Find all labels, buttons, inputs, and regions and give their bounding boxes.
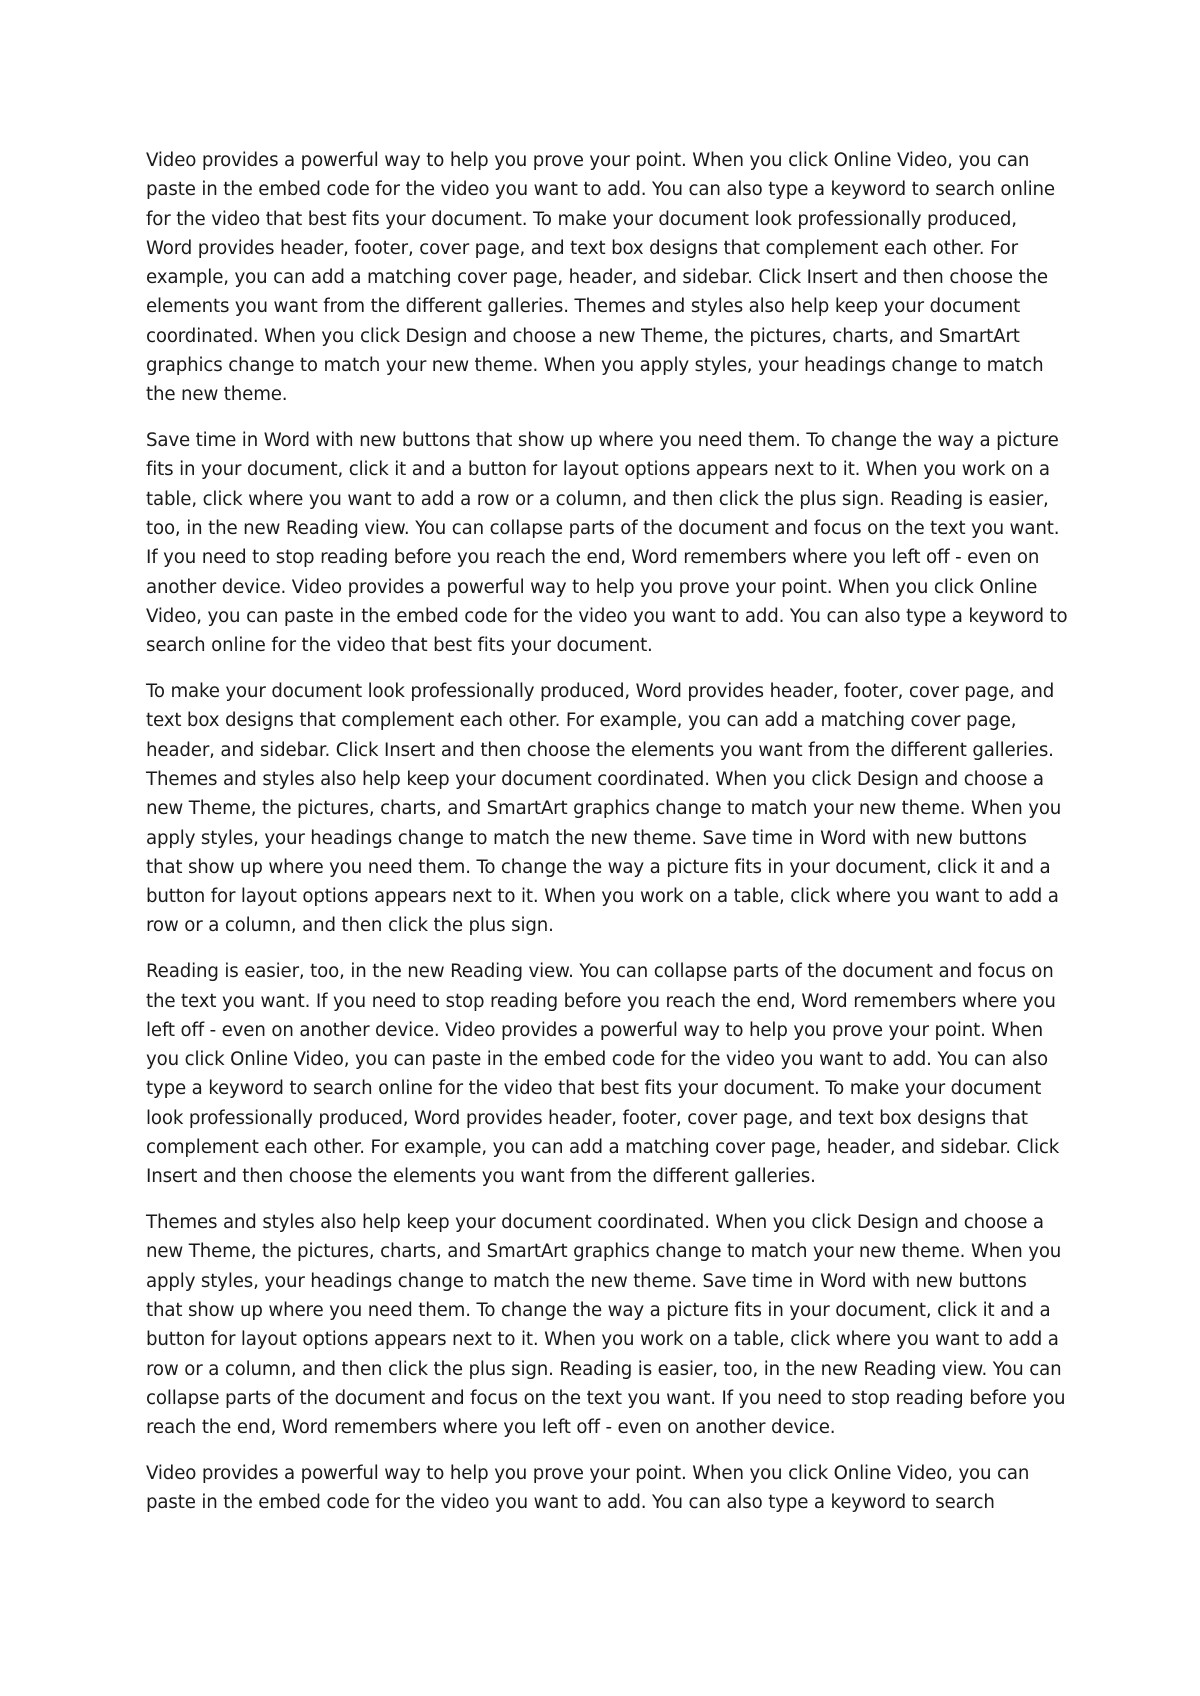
paragraph-5: Themes and styles also help keep your document coordinated. When you click Design and choose a new Theme, the pictures, charts, and SmartArt graphics change to match your new theme. When you apply styles, your headings change to match the new theme. Save time in Word with new buttons that show up where you need them. To change the way a picture fits in your document, click it and a button for layout options appears next to it. When you work on a table, click where you want to add a row or a column, and then click the plus sign. Reading is easier, too, in the new Reading view. You can collapse parts of the document and focus on the text you want. If you need to stop reading before you reach the end, Word remembers where you left off - even on another device. <box>146 1212 1066 1439</box>
paragraph-6: Video provides a powerful way to help you prove your point. When you click Online Video, you can paste in the embed code for the video you want to add. You can also type a keyword to search <box>146 1462 1030 1514</box>
paragraph-4: Reading is easier, too, in the new Reading view. You can collapse parts of the document and focus on the text you want. If you need to stop reading before you reach the end, Word remembers where you left off - even on another device. Video provides a powerful way to help you prove your point. When you click Online Video, you can paste in the embed code for the video you want to add. You can also type a keyword to search online for the video that best fits your document. To make your document look professionally produced, Word provides header, footer, cover page, and text box designs that complement each other. For example, you can add a matching cover page, header, and sidebar. Click Insert and then choose the elements you want from the different galleries. <box>146 961 1060 1188</box>
paragraph-3: To make your document look professionally produced, Word provides header, footer, cover page, and text box designs that complement each other. For example, you can add a matching cover page, header, and sidebar. Click Insert and then choose the elements you want from the different galleries. Themes and styles also help keep your document coordinated. When you click Design and choose a new Theme, the pictures, charts, and SmartArt graphics change to match your new theme. When you apply styles, your headings change to match the new theme. Save time in Word with new buttons that show up where you need them. To change the way a picture fits in your document, click it and a button for layout options appears next to it. When you work on a table, click where you want to add a row or a column, and then click the plus sign. <box>146 681 1062 937</box>
document-body <box>146 146 1068 1534</box>
paragraph-1: Video provides a powerful way to help you prove your point. When you click Online Video, you can paste in the embed code for the video you want to add. You can also type a keyword to search online for the video that best fits your document. To make your document look professionally produced, Word provides header, footer, cover page, and text box designs that complement each other. For example, you can add a matching cover page, header, and sidebar. Click Insert and then choose the elements you want from the different galleries. Themes and styles also help keep your document coordinated. When you click Design and choose a new Theme, the pictures, charts, and SmartArt graphics change to match your new theme. When you apply styles, your headings change to match the new theme. <box>146 150 1055 406</box>
paragraph-2: Save time in Word with new buttons that show up where you need them. To change the way a picture fits in your document, click it and a button for layout options appears next to it. When you work on a table, click where you want to add a row or a column, and then click the plus sign. Reading is easier, too, in the new Reading view. You can collapse parts of the document and focus on the text you want. If you need to stop reading before you reach the end, Word remembers where you left off - even on another device. Video provides a powerful way to help you prove your point. When you click Online Video, you can paste in the embed code for the video you want to add. You can also type a keyword to search online for the video that best fits your document. <box>146 430 1068 657</box>
